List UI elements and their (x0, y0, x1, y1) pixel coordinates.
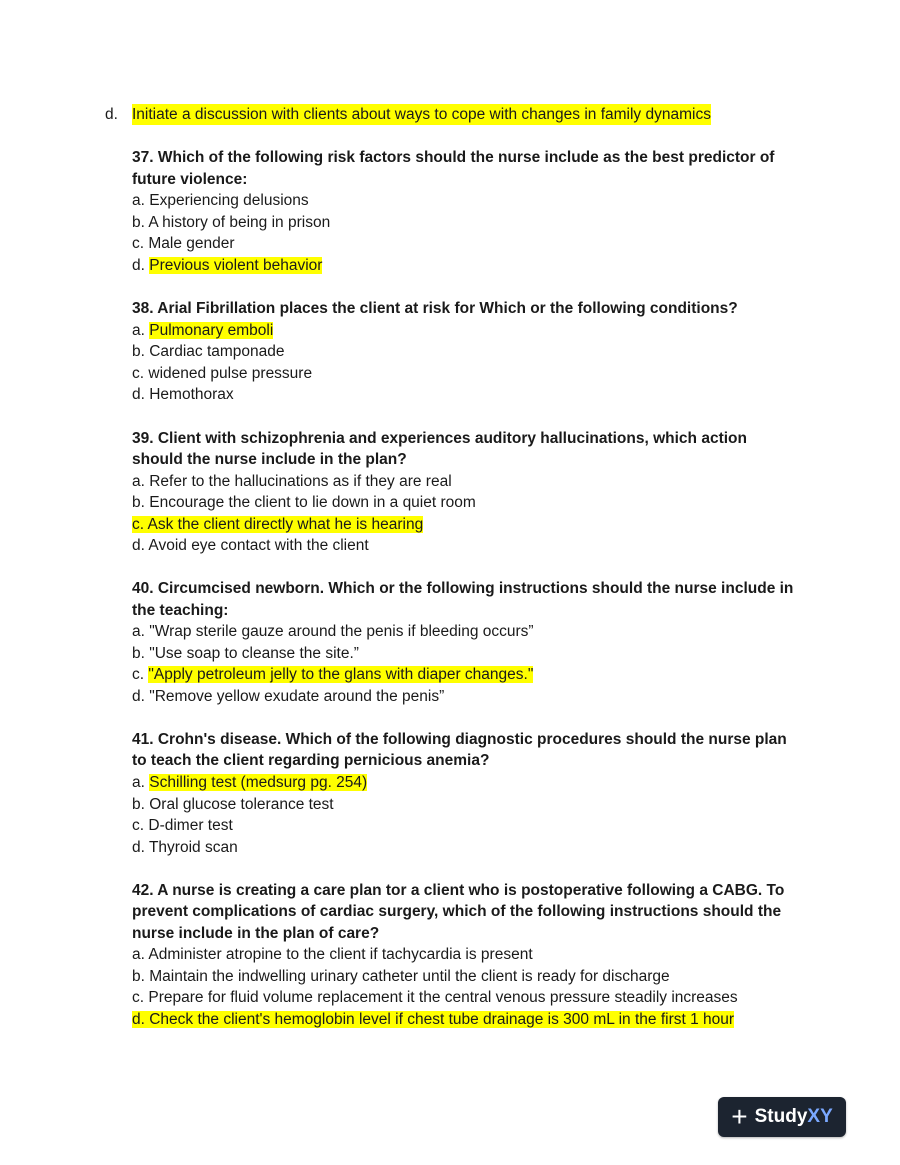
answer-41: Schilling test (medsurg pg. 254) (149, 774, 368, 791)
question-42-line-1: 42. A nurse is creating a care plan tor a client who is postoperative following a CABG. To (132, 882, 785, 899)
option-39-c (132, 514, 423, 535)
question-39-line-2: should the nurse include in the plan? (132, 451, 407, 468)
answer-38: Pulmonary emboli (149, 322, 274, 339)
option-38-c: c. widened pulse pressure (132, 365, 313, 382)
option-40-c: c. "Apply petroleum jelly to the glans with diaper changes." (132, 666, 534, 683)
question-42-line-2: prevent complications of cardiac surgery, which of the following instructions should the (132, 903, 782, 920)
option-39-a: a. Refer to the hallucinations as if they are real (132, 473, 452, 490)
option-42-c: c. Prepare for fluid volume replacement it the central venous pressure steadily increases (132, 989, 738, 1006)
option-39-d: d. Avoid eye contact with the client (132, 537, 369, 554)
answer-37: Previous violent behavior (149, 257, 323, 274)
option-42-d (132, 1009, 734, 1030)
logo-wordmark: StudyXY (754, 1106, 833, 1127)
question-41-line-1: 41. Crohn's disease. Which of the following diagnostic procedures should the nurse plan (132, 731, 787, 748)
question-40-line-2: the teaching: (132, 602, 229, 619)
option-37-b: b. A history of being in prison (132, 214, 331, 231)
question-37-line-2: future violence: (132, 171, 248, 188)
option-38-b: b. Cardiac tamponade (132, 343, 285, 360)
question-42-line-3: nurse include in the plan of care? (132, 925, 380, 942)
option-38-a: a. Pulmonary emboli (132, 322, 274, 339)
option-37-c: c. Male gender (132, 235, 235, 252)
answer-39: c. Ask the client directly what he is hearing (132, 516, 424, 533)
lead-answer: Initiate a discussion with clients about ways to cope with changes in family dynamics (132, 106, 711, 123)
question-40-line-1: 40. Circumcised newborn. Which or the following instructions should the nurse include in (132, 580, 794, 597)
option-40-d: d. "Remove yellow exudate around the penis” (132, 688, 445, 705)
plus-icon: + (731, 1101, 748, 1132)
option-41-a: a. Schilling test (medsurg pg. 254) (132, 774, 368, 791)
question-38-line-1: 38. Arial Fibrillation places the client at risk for Which or the following conditions? (132, 300, 738, 317)
option-40-b: b. "Use soap to cleanse the site.” (132, 645, 359, 662)
lead-marker: d. (105, 106, 118, 123)
option-37-d: d. Previous violent behavior (132, 257, 323, 274)
option-39-b: b. Encourage the client to lie down in a quiet room (132, 494, 476, 511)
option-40-a: a. "Wrap sterile gauze around the penis if bleeding occurs” (132, 623, 534, 640)
question-37-line-1: 37. Which of the following risk factors should the nurse include as the best predictor of (132, 149, 775, 166)
answer-40: "Apply petroleum jelly to the glans with diaper changes." (148, 666, 534, 683)
option-42-b: b. Maintain the indwelling urinary catheter until the client is ready for discharge (132, 968, 670, 985)
option-38-d: d. Hemothorax (132, 386, 234, 403)
question-39-line-1: 39. Client with schizophrenia and experiences auditory hallucinations, which action (132, 430, 747, 447)
option-41-d: d. Thyroid scan (132, 839, 238, 856)
answer-42: d. Check the client's hemoglobin level if chest tube drainage is 300 mL in the first 1 hour (132, 1011, 735, 1028)
option-42-a: a. Administer atropine to the client if tachycardia is present (132, 946, 533, 963)
option-41-b: b. Oral glucose tolerance test (132, 796, 334, 813)
question-41-line-2: to teach the client regarding pernicious anemia? (132, 752, 490, 769)
studyxy-logo[interactable] (718, 1097, 846, 1137)
option-41-c: c. D-dimer test (132, 817, 233, 834)
option-37-a: a. Experiencing delusions (132, 192, 309, 209)
